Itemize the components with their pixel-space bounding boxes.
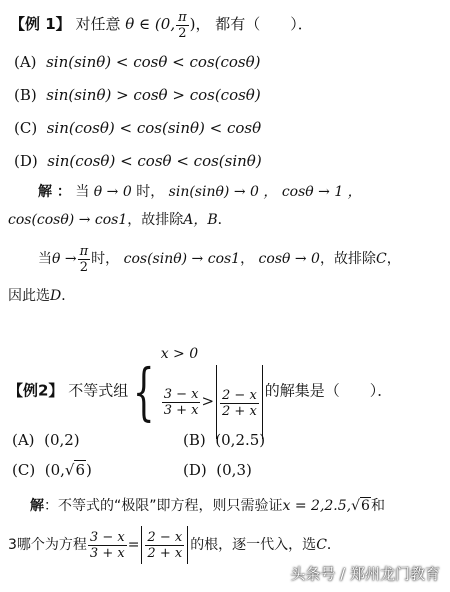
watermark: 头条号 / 郑州龙门教育	[290, 565, 440, 583]
ex2-question: 【例2】 不等式组{ x > 0 $\frac{3 - x}{3 + x}$ > $\frac{2 - x}{2 + x}$ 的解集是（ ）．	[8, 344, 392, 418]
system-brace: {	[133, 354, 155, 428]
absolute-value	[141, 526, 188, 564]
ex1-option-a: (A) sin(sinθ) < cosθ < cos(cosθ)	[14, 53, 261, 71]
ex1-solution-line-3: 当θ → $\frac{\pi}{2}$ 时， cos(sinθ) → cos1， cosθ → 0，故排除C，	[38, 243, 401, 275]
ex2-solution-line-1: 解：不等式的“极限”即方程，则只需验证x = 2,2.5,√6和	[30, 498, 385, 514]
square-root: √6	[351, 498, 370, 514]
ex2-option-a: (A) (0,2)	[12, 431, 80, 449]
ex1-title: 【例 1】	[10, 15, 71, 33]
pi-over-2-fraction: $\frac{\pi}{2}$	[178, 9, 187, 41]
ex1-solution-line-4: 因此选D．	[8, 288, 76, 304]
ex1-question: 【例 1】 对任意 θ ∈ (0, $\frac{\pi}{2}$ )， 都有（ ）．	[10, 9, 313, 41]
fraction-3-x: $\frac{3 - x}{3 + x}$	[89, 529, 125, 561]
square-root: √6	[64, 461, 86, 479]
ex1-solution-line-2: cos(cosθ) → cos1，故排除A，B．	[8, 212, 232, 228]
absolute-value	[216, 365, 263, 439]
ex2-title: 【例2】	[8, 381, 64, 400]
fraction-2-x: $\frac{2 - x}{2 + x}$	[147, 529, 183, 561]
ex1-solution-line-1: 解 ： 当 θ → 0 时， sin(sinθ) → 0 ， cosθ → 1 ，	[38, 184, 362, 200]
ex2-solution-line-2: 3哪个为方程 $\frac{3 - x}{3 + x}$ = $\frac{2 - x}{2 + x}$ 的根，逐一代入，选C．	[8, 526, 341, 564]
ex2-option-b: (B) (0,2.5)	[183, 431, 266, 449]
ex2-option-c: (C) (0,√6)	[12, 461, 92, 479]
ex2-option-d: (D) (0,3)	[183, 461, 252, 479]
fraction-2-x: $\frac{2 - x}{2 + x}$	[222, 387, 257, 419]
solution-label: 解 ：	[38, 184, 71, 200]
ex1-option-b: (B) sin(sinθ) > cosθ > cos(cosθ)	[14, 86, 261, 104]
inequality-system: x > 0 $\frac{3 - x}{3 + x}$ > $\frac{2 - x}{2 + x}$	[161, 344, 265, 439]
pi-over-2-fraction: $\frac{\pi}{2}$	[79, 243, 89, 275]
solution-label: 解	[30, 498, 44, 514]
ex1-option-c: (C) sin(cosθ) < cos(sinθ) < cosθ	[14, 119, 262, 137]
ex1-option-d: (D) sin(cosθ) < cosθ < cos(sinθ)	[14, 152, 262, 170]
fraction-3-x: $\frac{3 - x}{3 + x}$	[163, 386, 199, 418]
